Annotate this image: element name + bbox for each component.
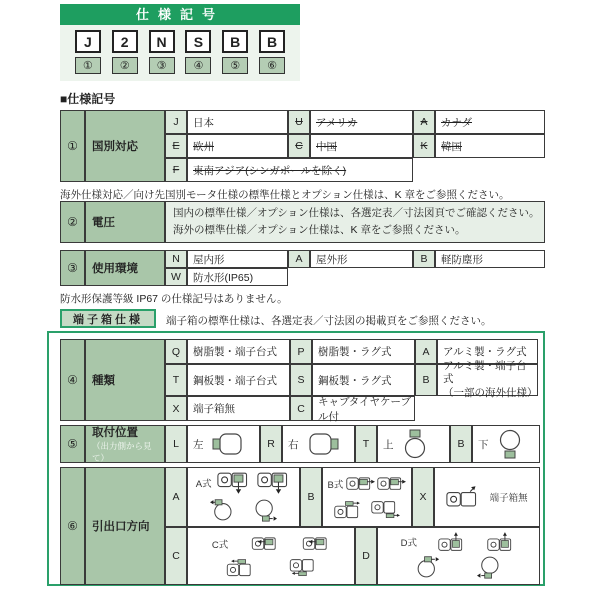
spec-value: 軽防塵形 [441, 253, 483, 266]
motor-end-view-cable-bottom-left-icon [477, 554, 501, 580]
spec-value: 東南アジア(シンガポールを除く) [193, 164, 347, 177]
spec-code: N [172, 253, 180, 265]
spec-code-box-body [60, 25, 300, 81]
row-environment-note: 防水形保護等級 IP67 の仕様記号はありません。 [60, 293, 288, 305]
row-type-label: 種類 [85, 339, 165, 421]
motor-top-view-cable-down-icon [257, 471, 291, 495]
spec-code-box [60, 4, 300, 81]
style-c-label: C式 [211, 539, 229, 551]
spec-code: U [295, 116, 303, 128]
motor-end-view-cable-left-icon [210, 497, 234, 523]
motor-top-view-cable-left-icon [250, 534, 279, 554]
spec-code: B [422, 374, 430, 386]
motor-top-view-cable-left-icon [301, 534, 330, 554]
section-heading: ■仕様記号 [60, 92, 116, 106]
spec-code: A [420, 116, 428, 128]
spec-value: 鋼板製・ラグ式 [318, 374, 392, 387]
spec-code: C [172, 550, 180, 562]
code-letter-2: 2 [112, 30, 138, 53]
spec-code: X [172, 402, 180, 415]
spec-code: F [172, 164, 180, 176]
code-letter-6: B [259, 30, 285, 53]
terminal-position-left-icon [212, 432, 244, 456]
leadout-style-b-diagrams [322, 467, 412, 527]
spec-code: B [420, 253, 428, 265]
voltage-note-domestic: 国内の標準仕様／オプション仕様は、各選定表／寸法図頁でご確認ください。 [173, 207, 540, 220]
terminal-position-right-icon [307, 432, 339, 456]
spec-value: 下 [478, 438, 489, 451]
leadout-style-d-diagrams [377, 527, 540, 585]
code-index-4: ④ [185, 57, 211, 74]
terminal-position-bottom-icon [497, 429, 523, 459]
spec-code: Q [171, 345, 181, 358]
row-environment-label: 使用環境 [85, 250, 165, 286]
spec-value: 樹脂製・ラグ式 [318, 346, 392, 358]
terminal-section-description: 端子箱の標準仕様は、各選定表／寸法図の掲載頁をご参照ください。 [166, 315, 492, 327]
spec-code: R [267, 438, 275, 450]
spec-value: 上 [383, 438, 394, 451]
row-mount-sublabel: （出力側から見て） [92, 441, 152, 463]
motor-end-view-cable-right-icon [253, 497, 277, 523]
spec-code: A [422, 345, 430, 358]
row-type [60, 339, 538, 421]
spec-value: 端子箱無 [193, 403, 235, 415]
code-column [149, 30, 175, 74]
spec-code: B [307, 491, 315, 503]
row-leadout-label: 引出口方向 [85, 467, 165, 585]
row-country-note: 海外仕様対応／向け先国別モータ仕様の標準仕様とオプション仕様は、K 章をご参照ください。 [60, 189, 510, 201]
row-country [60, 110, 545, 182]
motor-top-view-cable-bottom-left-icon [288, 558, 317, 578]
spec-value: 左 [193, 438, 204, 451]
spec-value: 屋内形 [193, 253, 225, 266]
motor-top-view-cable-up-icon [438, 532, 467, 552]
row-mount-label: 取付位置 [92, 427, 138, 439]
spec-code: T [172, 374, 180, 386]
code-letter-3: N [149, 30, 175, 53]
row-country-label: 国別対応 [85, 110, 165, 182]
code-index-3: ③ [149, 57, 175, 74]
spec-value: 防水形(IP65) [193, 271, 254, 284]
spec-code: X [419, 491, 427, 503]
spec-code: W [171, 271, 181, 283]
spec-value: アルミ製・端子台式 [443, 359, 527, 386]
style-x-note: 端子箱無 [489, 493, 528, 504]
spec-value-note: （一部の海外仕様） [443, 386, 538, 399]
spec-code: A [172, 491, 180, 503]
motor-top-view-no-box-icon [446, 485, 480, 509]
code-letter-5: B [222, 30, 248, 53]
code-column [75, 30, 101, 74]
style-b-label: B式 [327, 480, 344, 492]
spec-value: 樹脂製・端子台式 [193, 346, 277, 358]
spec-code: J [173, 116, 179, 128]
row-environment-number: ③ [60, 250, 85, 286]
spec-value: 右 [288, 438, 299, 451]
motor-top-view-cable-low-right-icon [371, 500, 400, 520]
terminal-section-tag: 端子箱仕様 [60, 309, 156, 328]
row-leadout-number: ⑥ [60, 467, 85, 585]
terminal-position-top-icon [402, 429, 428, 459]
spec-code: T [362, 438, 370, 450]
code-column [222, 30, 248, 74]
spec-code: L [173, 438, 179, 450]
spec-value: 欧州 [193, 140, 214, 153]
row-voltage-label: 電圧 [85, 201, 165, 243]
voltage-note-overseas: 海外の標準仕様／オプション仕様は、K 章をご参照ください。 [173, 224, 466, 236]
code-letter-1: J [75, 30, 101, 53]
spec-value: 中国 [316, 140, 337, 153]
row-mount-number: ⑤ [60, 425, 85, 463]
leadout-style-x-diagram [434, 467, 540, 527]
motor-top-view-cable-right-icon [346, 474, 375, 494]
spec-code: D [362, 550, 370, 562]
row-type-number: ④ [60, 339, 85, 421]
motor-end-view-cable-top-right-icon [416, 554, 440, 580]
code-index-5: ⑤ [222, 57, 248, 74]
style-d-label: D式 [400, 537, 418, 549]
spec-code: B [457, 438, 465, 450]
spec-code: A [295, 253, 303, 265]
motor-top-view-cable-up-icon [487, 532, 516, 552]
leadout-style-a-diagrams [187, 467, 300, 527]
row-leadout [60, 467, 540, 585]
code-index-2: ② [112, 57, 138, 74]
style-a-label: A式 [195, 479, 212, 490]
row-mount-position [60, 425, 540, 463]
row-voltage [60, 201, 545, 243]
spec-value: 屋外形 [316, 253, 348, 266]
motor-top-view-cable-right-icon [377, 474, 406, 494]
code-index-6: ⑥ [259, 57, 285, 74]
code-letter-4: S [185, 30, 211, 53]
spec-value: 鋼板製・端子台式 [193, 374, 277, 387]
motor-top-view-cable-down-icon [217, 471, 251, 495]
row-country-number: ① [60, 110, 85, 182]
spec-value: アルミ製・ラグ式 [443, 346, 527, 358]
row-voltage-number: ② [60, 201, 85, 243]
spec-code: C [297, 402, 305, 415]
spec-code: P [297, 345, 305, 358]
spec-code-box-title: 仕様記号 [60, 4, 300, 25]
motor-top-view-cable-mid-right-icon [334, 500, 363, 520]
motor-top-view-cable-top-left-icon [225, 558, 254, 578]
row-environment [60, 250, 545, 286]
spec-code: K [420, 140, 428, 152]
code-column [112, 30, 138, 74]
spec-value: キャブタイヤケーブル付 [318, 395, 412, 423]
spec-code: C [295, 140, 303, 152]
code-column [259, 30, 285, 74]
leadout-style-c-diagrams [187, 527, 355, 585]
spec-code: S [297, 374, 305, 386]
code-column [185, 30, 211, 74]
spec-value: カナダ [441, 116, 472, 129]
spec-value: 韓国 [441, 140, 462, 153]
spec-value: 日本 [193, 116, 214, 129]
spec-code: E [172, 140, 180, 152]
code-index-1: ① [75, 57, 101, 74]
spec-value: アメリカ [316, 116, 358, 129]
